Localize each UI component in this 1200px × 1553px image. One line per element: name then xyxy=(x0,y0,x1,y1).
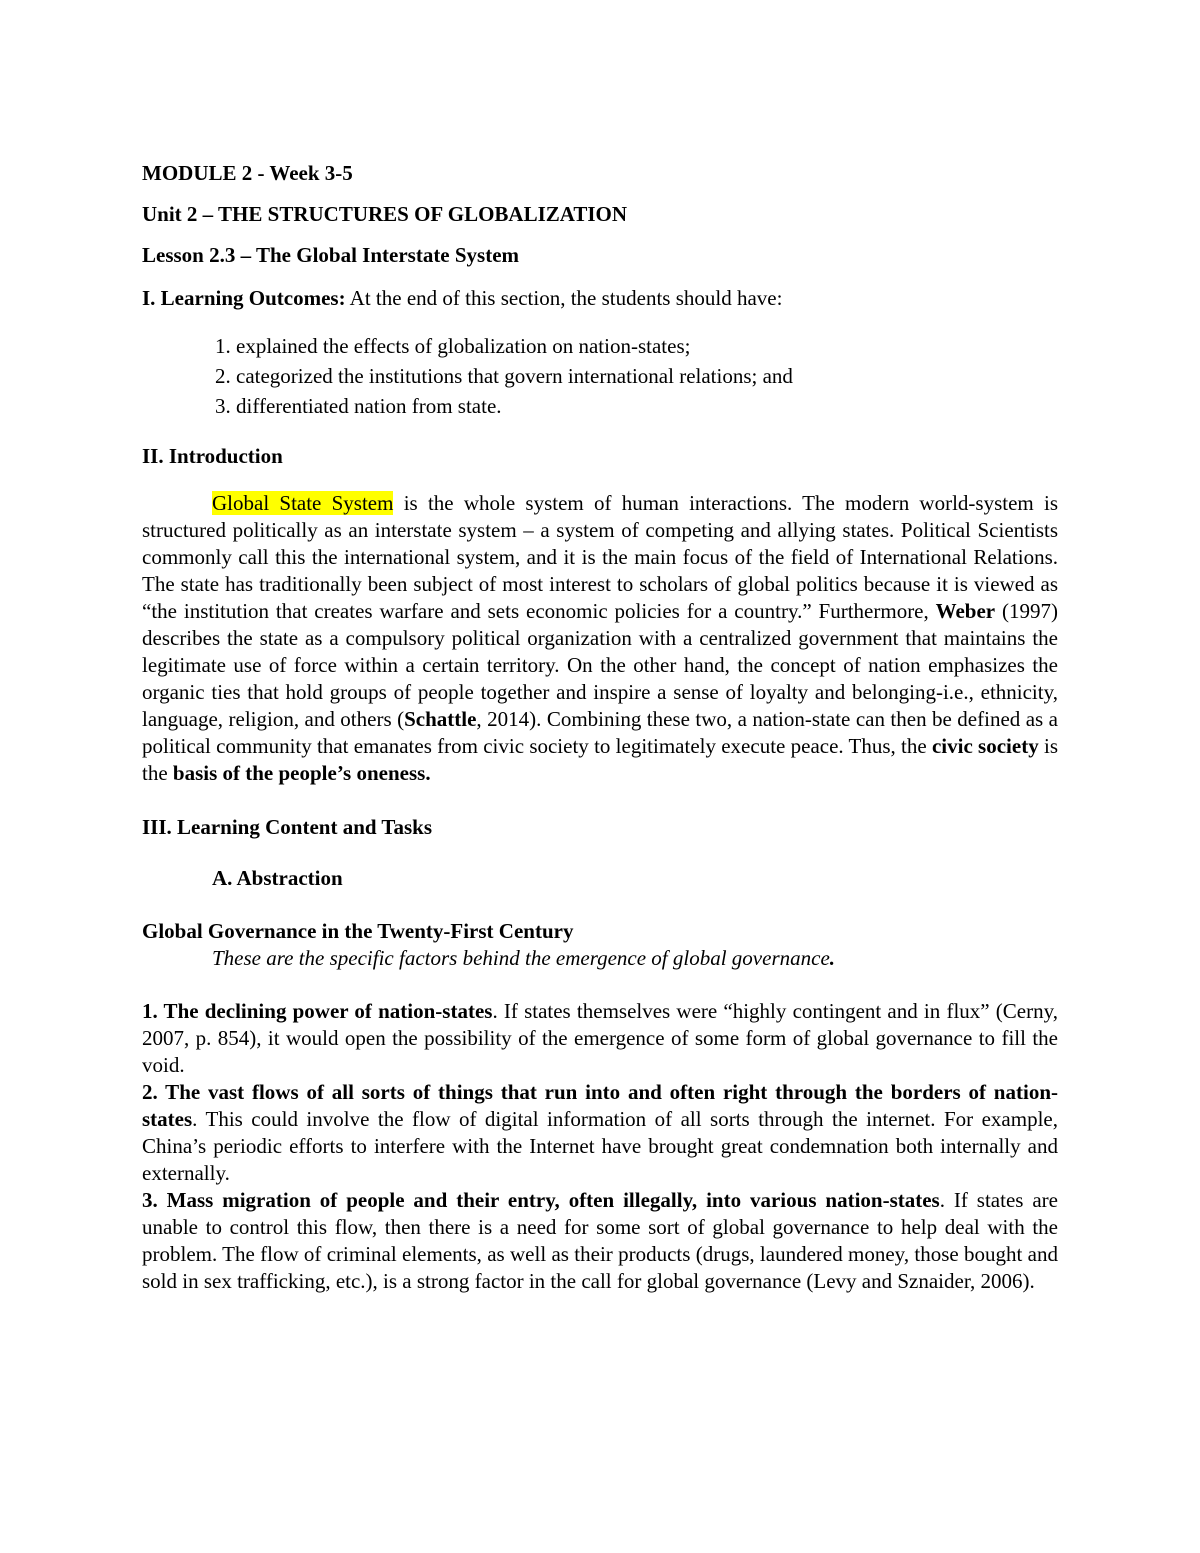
lesson-title: Lesson 2.3 – The Global Interstate System xyxy=(142,243,520,267)
learning-outcomes-label: I. Learning Outcomes: xyxy=(142,286,346,310)
learning-outcomes-intro: At the end of this section, the students should have: xyxy=(345,286,783,310)
unit-title: Unit 2 – THE STRUCTURES OF GLOBALIZATION xyxy=(142,202,628,226)
factor-number: 3. xyxy=(142,1188,158,1212)
highlighted-term: Global State System xyxy=(212,491,394,515)
bold-term: basis of the people’s oneness. xyxy=(172,761,431,785)
factor-text: . If states themselves were “highly contingent and in flux” (Cerny, 2007, p. 854), it would open the possibility of the emergence of some form of global governance to fill the void. xyxy=(142,999,1058,1077)
factor-text: . If states are unable to control this flow, then there is a need for some sort of global governance to help deal with the problem. The flow of criminal elements, as well as their products (drugs, laundered money, those bought and sold in sex trafficking, etc.), is a strong factor in the call for global governance (Levy and Sznaider, 2006). xyxy=(142,1188,1058,1293)
factor-number: 2. xyxy=(142,1080,158,1104)
factor-item xyxy=(142,1079,1058,1187)
factor-item xyxy=(142,1187,1058,1295)
subtitle-text: These are the specific factors behind the emergence of global governance xyxy=(212,946,830,970)
bold-term: Schattle xyxy=(404,707,477,731)
list-item: 2. categorized the institutions that govern international relations; and xyxy=(236,361,1058,391)
learning-outcomes-list xyxy=(142,331,1058,421)
list-item: 1. explained the effects of globalization on nation-states; xyxy=(236,331,1058,361)
module-title: MODULE 2 - Week 3-5 xyxy=(142,161,353,185)
factor-item xyxy=(142,998,1058,1079)
paragraph-text: , 2014). Combining these two, a nation-state can then be defined as a political community that emanates from civic society to legitimately execute peace. Thus, the xyxy=(142,707,1059,758)
introduction-heading: II. Introduction xyxy=(142,444,283,468)
paragraph-text: is the xyxy=(142,734,1058,785)
bold-term: civic society xyxy=(931,734,1039,758)
learning-content-heading: III. Learning Content and Tasks xyxy=(142,815,433,839)
global-governance-subtitle xyxy=(212,945,1058,972)
paragraph-text: is the whole system of human interactions. The modern world-system is structured politically as an interstate system – a system of competing and allying states. Political Scientists commonly call this the international system, and it is the main focus of the field of International Relations. The state has traditionally been subject of most interest to scholars of global politics because it is viewed as “the institution that creates warfare and sets economic policies for a country.” Furthermore, xyxy=(142,491,1058,623)
global-governance-title: Global Governance in the Twenty-First Century xyxy=(142,919,574,943)
list-item: 3. differentiated nation from state. xyxy=(236,391,1058,421)
abstraction-heading: A. Abstraction xyxy=(212,866,343,890)
factor-title: Mass migration of people and their entry, often illegally, into various nation-states xyxy=(157,1188,940,1212)
learning-outcomes-heading xyxy=(142,285,1058,312)
bold-term: Weber xyxy=(935,599,996,623)
introduction-paragraph xyxy=(142,490,1058,787)
factor-number: 1. xyxy=(142,999,158,1023)
document-body xyxy=(142,160,1058,1295)
factor-title: The vast flows of all sorts of things that run into and often right through the borders of nation-states xyxy=(142,1080,1058,1131)
paragraph-text: (1997) describes the state as a compulsory political organization with a centralized government that maintains the legitimate use of force within a certain territory. On the other hand, the concept of nation emphasizes the organic ties that hold groups of people together and inspire a sense of loyalty and belonging-i.e., ethnicity, language, religion, and others ( xyxy=(142,599,1058,731)
factor-title: The declining power of nation-states xyxy=(157,999,493,1023)
subtitle-end: . xyxy=(829,946,836,970)
factor-text: . This could involve the flow of digital information of all sorts through the internet. For example, China’s periodic efforts to interfere with the Internet have brought great condemnation both internally and externally. xyxy=(142,1107,1058,1185)
